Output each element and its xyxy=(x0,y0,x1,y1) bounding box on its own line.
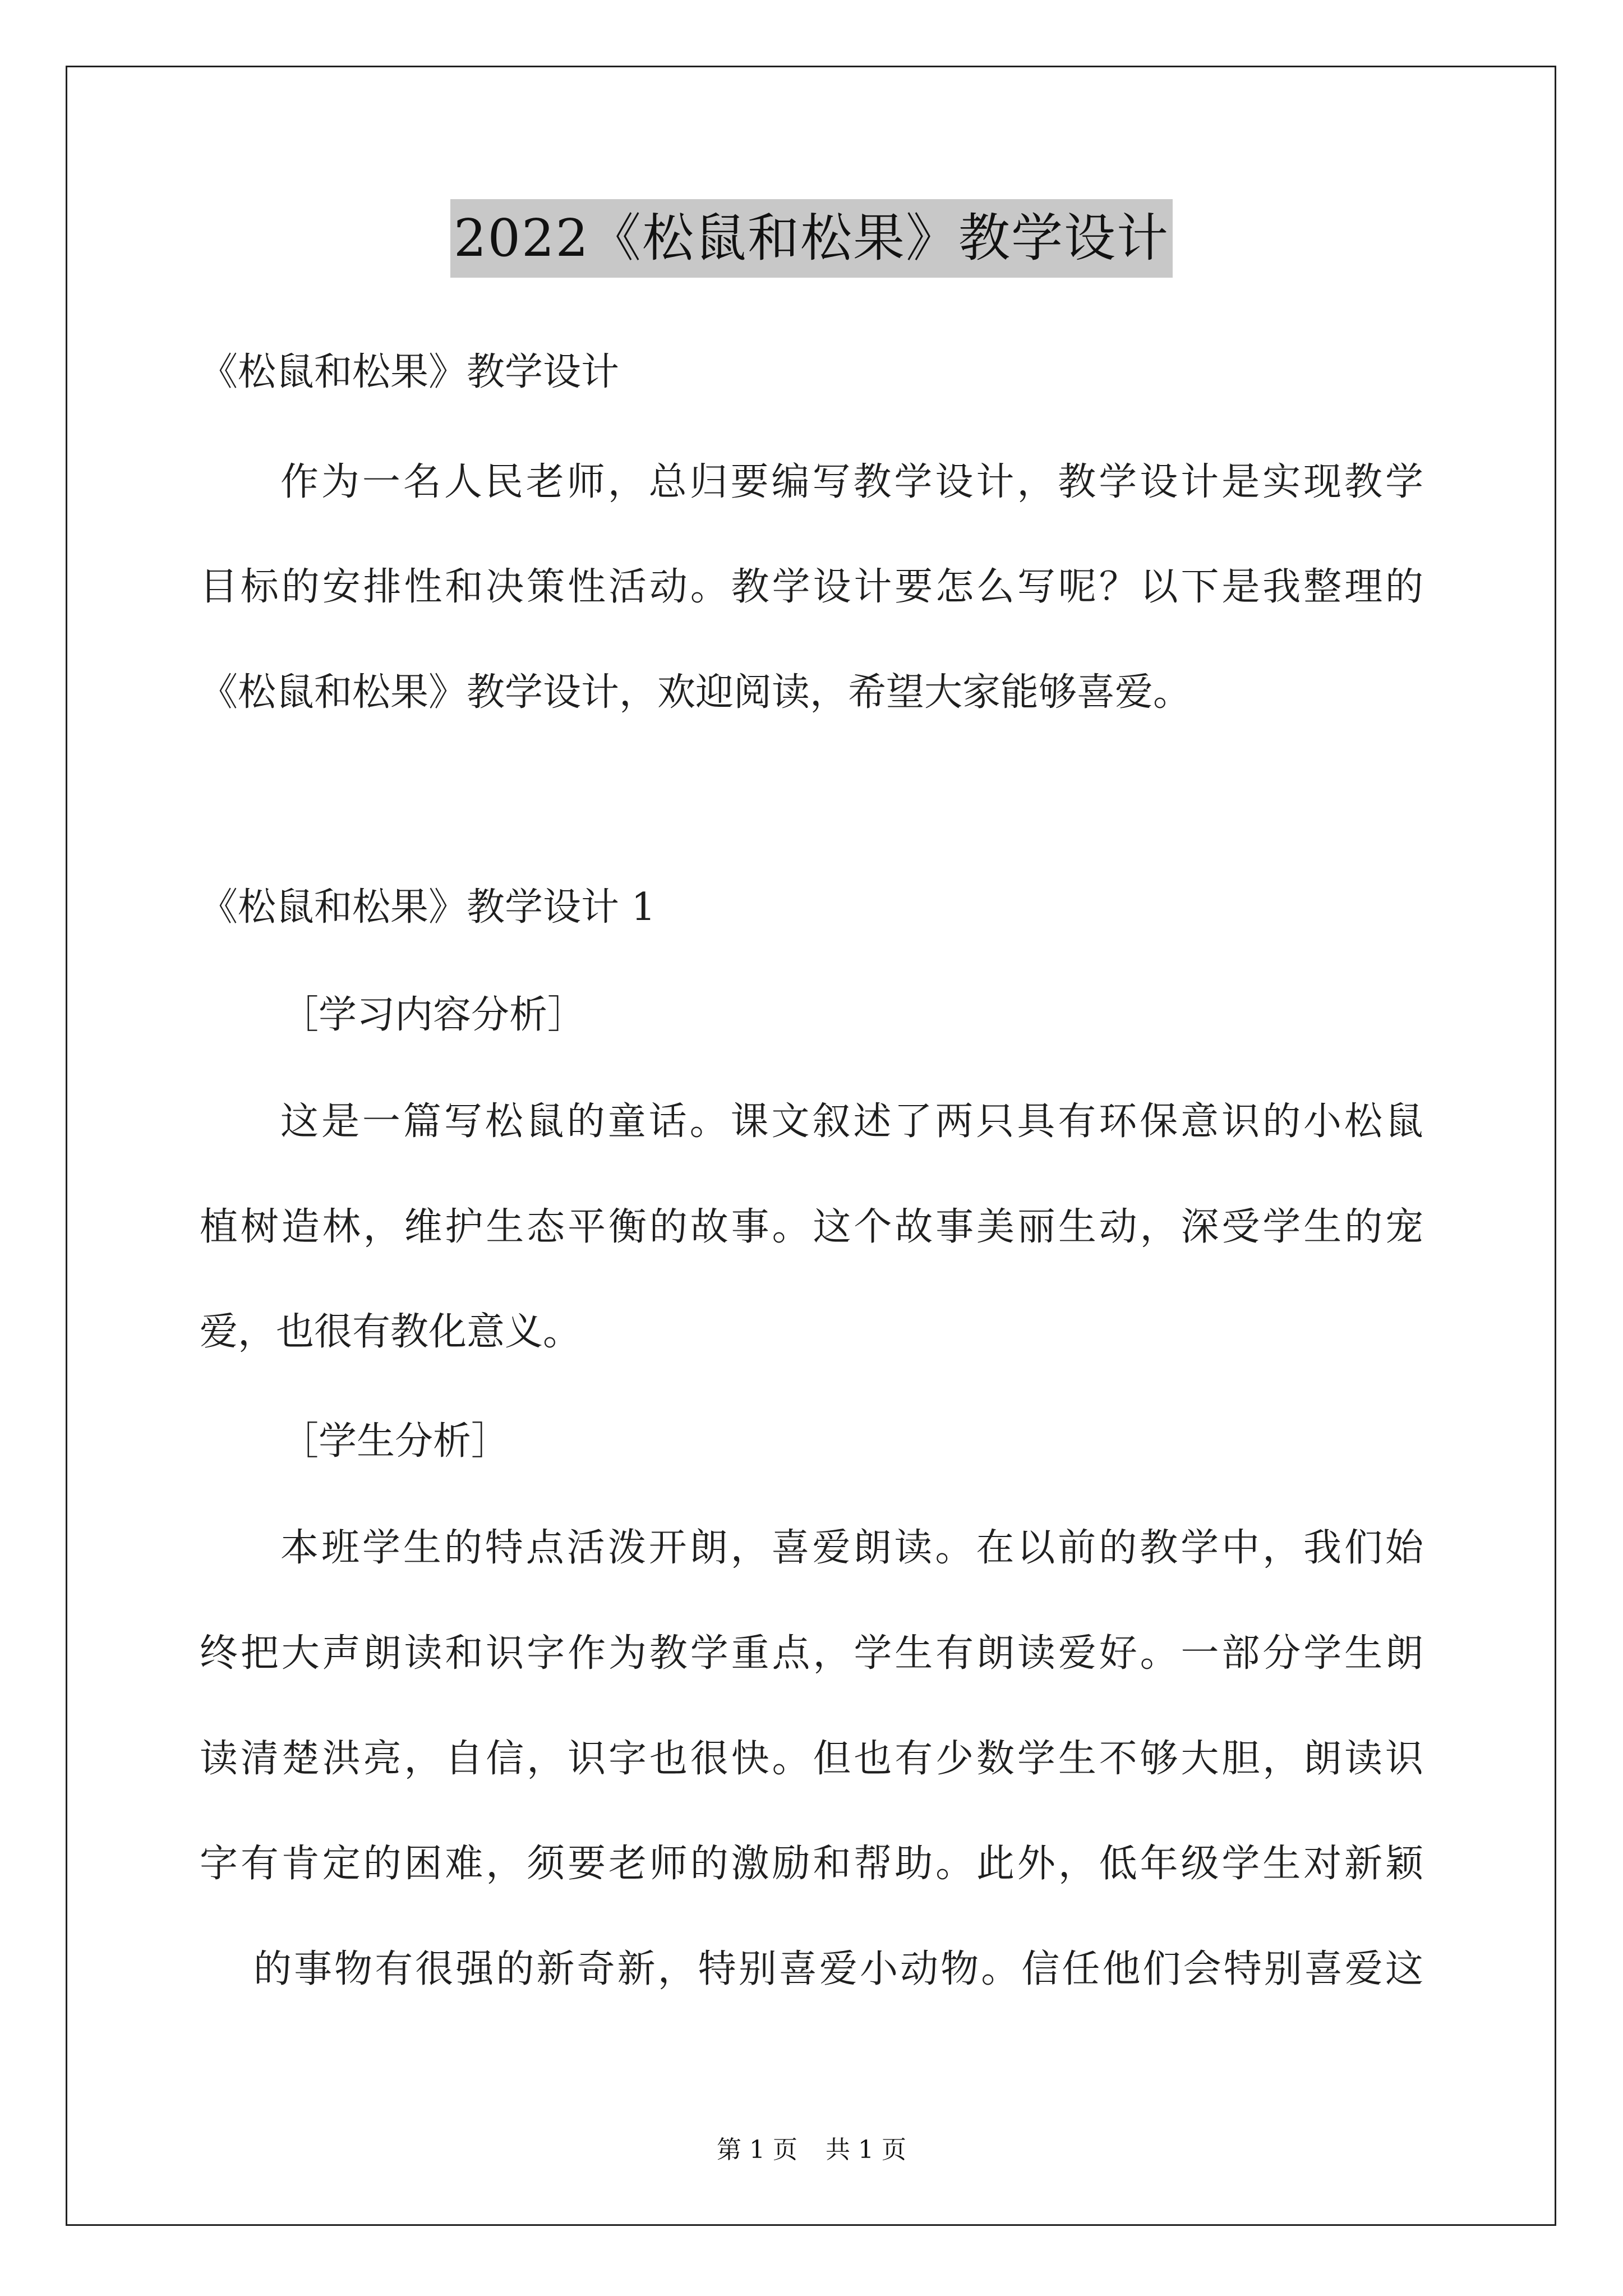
section-heading: 《松鼠和松果》教学设计 1 xyxy=(200,885,656,930)
intro-line-1: 作为一名人民老师，总归要编写教学设计，教学设计是实现教学 xyxy=(280,460,1423,504)
content-analysis-line-3: 爱，也很有教化意义。 xyxy=(200,1310,582,1354)
content-analysis-line-1: 这是一篇写松鼠的童话。课文叙述了两只具有环保意识的小松鼠 xyxy=(280,1099,1423,1144)
student-analysis-line-5: 的事物有很强的新奇新，特别喜爱小动物。信任他们会特别喜爱这 xyxy=(253,1947,1423,1991)
student-analysis-line-2: 终把大声朗读和识字作为教学重点，学生有朗读爱好。一部分学生朗 xyxy=(200,1631,1423,1676)
document-title xyxy=(0,199,1623,278)
student-analysis-heading: ［学生分析］ xyxy=(280,1419,510,1464)
student-analysis-line-1: 本班学生的特点活泼开朗，喜爱朗读。在以前的教学中，我们始 xyxy=(280,1526,1423,1570)
page-number: 第 1 页 xyxy=(717,2136,797,2164)
document-title-text: 2022《松鼠和松果》教学设计 xyxy=(450,199,1173,278)
student-analysis-line-4: 字有肯定的困难，须要老师的激励和帮助。此外，低年级学生对新颖 xyxy=(200,1842,1423,1886)
page-total: 共 1 页 xyxy=(826,2136,906,2164)
intro-line-2: 目标的安排性和决策性活动。教学设计要怎么写呢？以下是我整理的 xyxy=(200,565,1423,609)
page-footer xyxy=(0,2133,1623,2167)
content-analysis-line-2: 植树造林，维护生态平衡的故事。这个故事美丽生动，深受学生的宠 xyxy=(200,1205,1423,1249)
student-analysis-line-3: 读清楚洪亮，自信，识字也很快。但也有少数学生不够大胆，朗读识 xyxy=(200,1737,1423,1781)
document-heading: 《松鼠和松果》教学设计 xyxy=(200,350,620,394)
content-analysis-heading: ［学习内容分析］ xyxy=(280,993,586,1037)
intro-line-3: 《松鼠和松果》教学设计，欢迎阅读，希望大家能够喜爱。 xyxy=(200,670,1192,715)
